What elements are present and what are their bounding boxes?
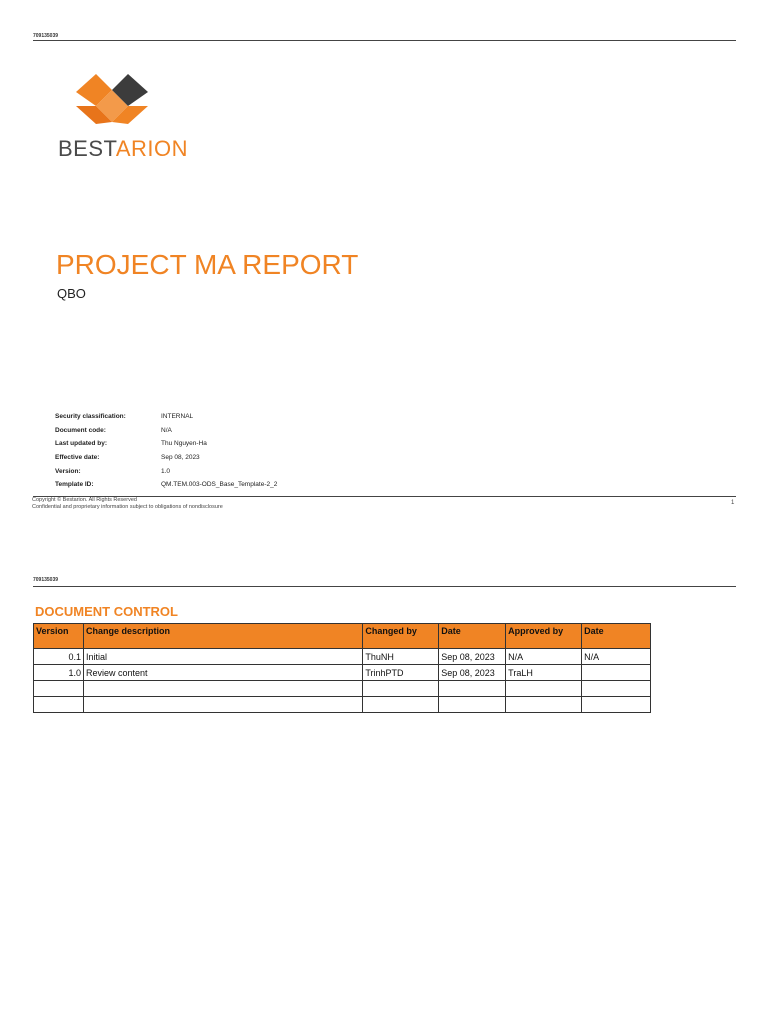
meta-key: Document code: [55, 426, 106, 434]
table-cell: Initial [83, 649, 362, 665]
table-cell [34, 681, 84, 697]
table-row [34, 665, 651, 681]
confidentiality-text: Confidential and proprietary information subject to obligations of nondisclosure [32, 504, 223, 510]
report-title: PROJECT MA REPORT [56, 249, 359, 280]
logo-text-arion: ARION [115, 136, 189, 161]
bestarion-logo-icon [72, 70, 152, 128]
table-cell [439, 681, 506, 697]
meta-row [55, 451, 277, 465]
section-title: DOCUMENT CONTROL [35, 604, 178, 619]
table-cell [582, 681, 651, 697]
table-cell [582, 697, 651, 713]
document-id: 709135039 [33, 577, 59, 583]
table-cell: Sep 08, 2023 [439, 649, 506, 665]
table-cell [506, 697, 582, 713]
meta-value: QM.TEM.003-ODS_Base_Template-2_2 [161, 481, 278, 489]
table-cell [439, 697, 506, 713]
table-cell: 1.0 [34, 665, 84, 681]
copyright-text: Copyright © Bestarion. All Rights Reserved [32, 497, 137, 503]
table-cell: TraLH [506, 665, 582, 681]
company-logo-text [58, 136, 188, 162]
footer-notice [32, 497, 223, 511]
meta-key: Security classification: [55, 413, 126, 421]
meta-key: Last updated by: [55, 440, 108, 448]
meta-key: Template ID: [55, 481, 94, 489]
column-header: Version [34, 624, 84, 649]
table-cell [363, 681, 439, 697]
meta-row [55, 424, 277, 438]
column-header: Date [582, 624, 651, 649]
table-cell: 0.1 [34, 649, 84, 665]
table-header-row [34, 624, 651, 649]
table-cell: N/A [506, 649, 582, 665]
table-row [34, 649, 651, 665]
table-cell: N/A [582, 649, 651, 665]
meta-key: Version: [55, 467, 81, 475]
table-row [34, 681, 651, 697]
table-cell [34, 697, 84, 713]
column-header: Changed by [363, 624, 439, 649]
table-cell: Review content [83, 665, 362, 681]
column-header: Change description [83, 624, 362, 649]
table-cell [83, 681, 362, 697]
table-cell [506, 681, 582, 697]
meta-row [55, 464, 277, 478]
column-header: Date [439, 624, 506, 649]
meta-key: Effective date: [55, 454, 100, 462]
meta-value: N/A [161, 426, 172, 434]
column-header: Approved by [506, 624, 582, 649]
table-cell [83, 697, 362, 713]
table-cell [363, 697, 439, 713]
table-cell: TrinhPTD [363, 665, 439, 681]
document-control-table [33, 623, 651, 713]
document-id: 709135039 [33, 33, 59, 39]
document-metadata [55, 410, 277, 492]
meta-row [55, 478, 277, 492]
meta-value: 1.0 [161, 467, 171, 475]
header-divider [33, 40, 736, 41]
meta-row [55, 437, 277, 451]
report-subtitle: QBO [57, 286, 86, 301]
table-cell: Sep 08, 2023 [439, 665, 506, 681]
logo-text-best: BEST [58, 136, 116, 161]
meta-value: Thu Nguyen-Ha [161, 440, 207, 448]
table-row [34, 697, 651, 713]
meta-value: INTERNAL [161, 413, 194, 421]
page-number: 1 [731, 500, 735, 506]
table-cell: ThuNH [363, 649, 439, 665]
table-cell [582, 665, 651, 681]
meta-row [55, 410, 277, 424]
header-divider [33, 586, 736, 587]
meta-value: Sep 08, 2023 [161, 454, 200, 462]
